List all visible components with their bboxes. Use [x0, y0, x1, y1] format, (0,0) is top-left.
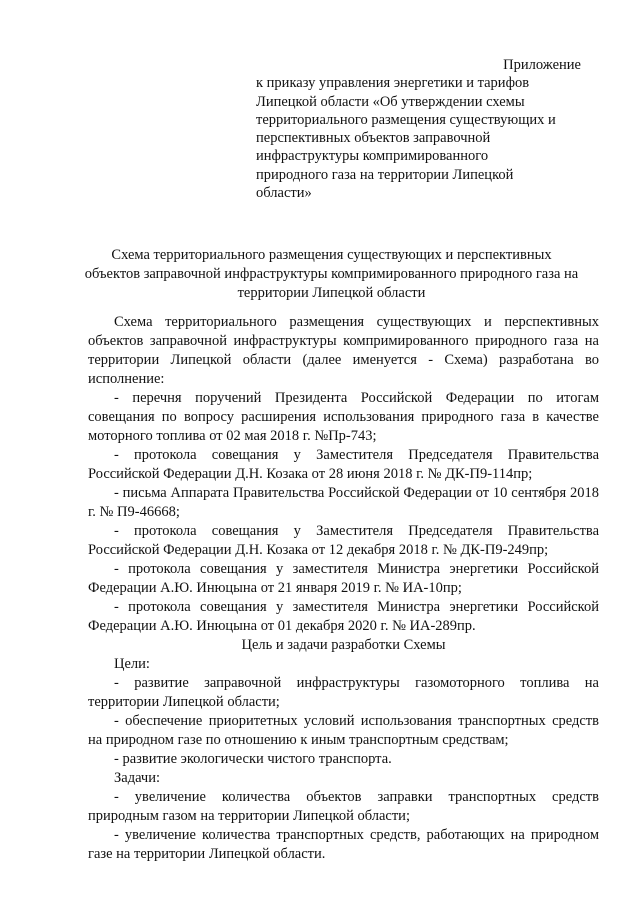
- basis-item: - протокола совещания у заместителя Министра энергетики Российской Федерации А.Ю. Инюцына от 01 декабря 2020 г. № ИА-289пр.: [88, 599, 599, 634]
- appendix-line: территориального размещения существующих и: [256, 111, 556, 128]
- appendix-line: перспективных объектов заправочной: [256, 130, 491, 147]
- appendix-block: [256, 56, 581, 202]
- goal-item: - развитие экологически чистого транспорта.: [114, 751, 392, 767]
- title-line: объектов заправочной инфраструктуры компримированного природного газа на: [84, 266, 579, 282]
- appendix-line: к приказу управления энергетики и тарифов: [256, 75, 530, 92]
- section-title: Цель и задачи разработки Схемы: [241, 637, 446, 653]
- goal-item: - развитие заправочной инфраструктуры газомоторного топлива на территории Липецкой области;: [88, 675, 599, 710]
- basis-item: - протокола совещания у заместителя Министра энергетики Российской Федерации А.Ю. Инюцына от 21 января 2019 г. № ИА-10пр;: [88, 561, 599, 596]
- document-title: [64, 246, 599, 303]
- basis-item: - перечня поручений Президента Российской Федерации по итогам совещания по вопросу расширения использования природного газа в качестве моторного топлива от 02 мая 2018 г. №Пр-743;: [88, 390, 599, 444]
- appendix-line: области»: [256, 185, 312, 202]
- basis-item: - протокола совещания у Заместителя Председателя Правительства Российской Федерации Д.Н. Козака от 28 июня 2018 г. № ДК-П9-114пр;: [88, 447, 599, 482]
- intro-paragraph: Схема территориального размещения существующих и перспективных объектов заправочной инфраструктуры компримированного природного газа на территории Липецкой области (далее именуется - Схема) разработана во исполнение:: [88, 314, 599, 387]
- tasks-label: Задачи:: [114, 770, 161, 786]
- goal-item: - обеспечение приоритетных условий использования транспортных средств на природном газе по отношению к иным транспортным средствам;: [88, 713, 599, 748]
- title-line: территории Липецкой области: [237, 285, 426, 301]
- task-item: - увеличение количества объектов заправки транспортных средств природным газом на территории Липецкой области;: [88, 789, 599, 824]
- goals-label: Цели:: [114, 656, 150, 672]
- document-body: [88, 313, 599, 864]
- appendix-line: природного газа на территории Липецкой: [256, 166, 514, 183]
- basis-item: - письма Аппарата Правительства Российской Федерации от 10 сентября 2018 г. № П9-46668;: [88, 485, 599, 520]
- title-line: Схема территориального размещения существующих и перспективных: [111, 247, 552, 263]
- task-item: - увеличение количества транспортных средств, работающих на природном газе на территории Липецкой области.: [88, 827, 599, 862]
- appendix-title: Приложение: [503, 57, 581, 73]
- appendix-line: инфраструктуры компримированного: [256, 148, 489, 165]
- basis-item: - протокола совещания у Заместителя Председателя Правительства Российской Федерации Д.Н. Козака от 12 декабря 2018 г. № ДК-П9-249пр;: [88, 523, 599, 558]
- appendix-line: Липецкой области «Об утверждении схемы: [256, 93, 525, 110]
